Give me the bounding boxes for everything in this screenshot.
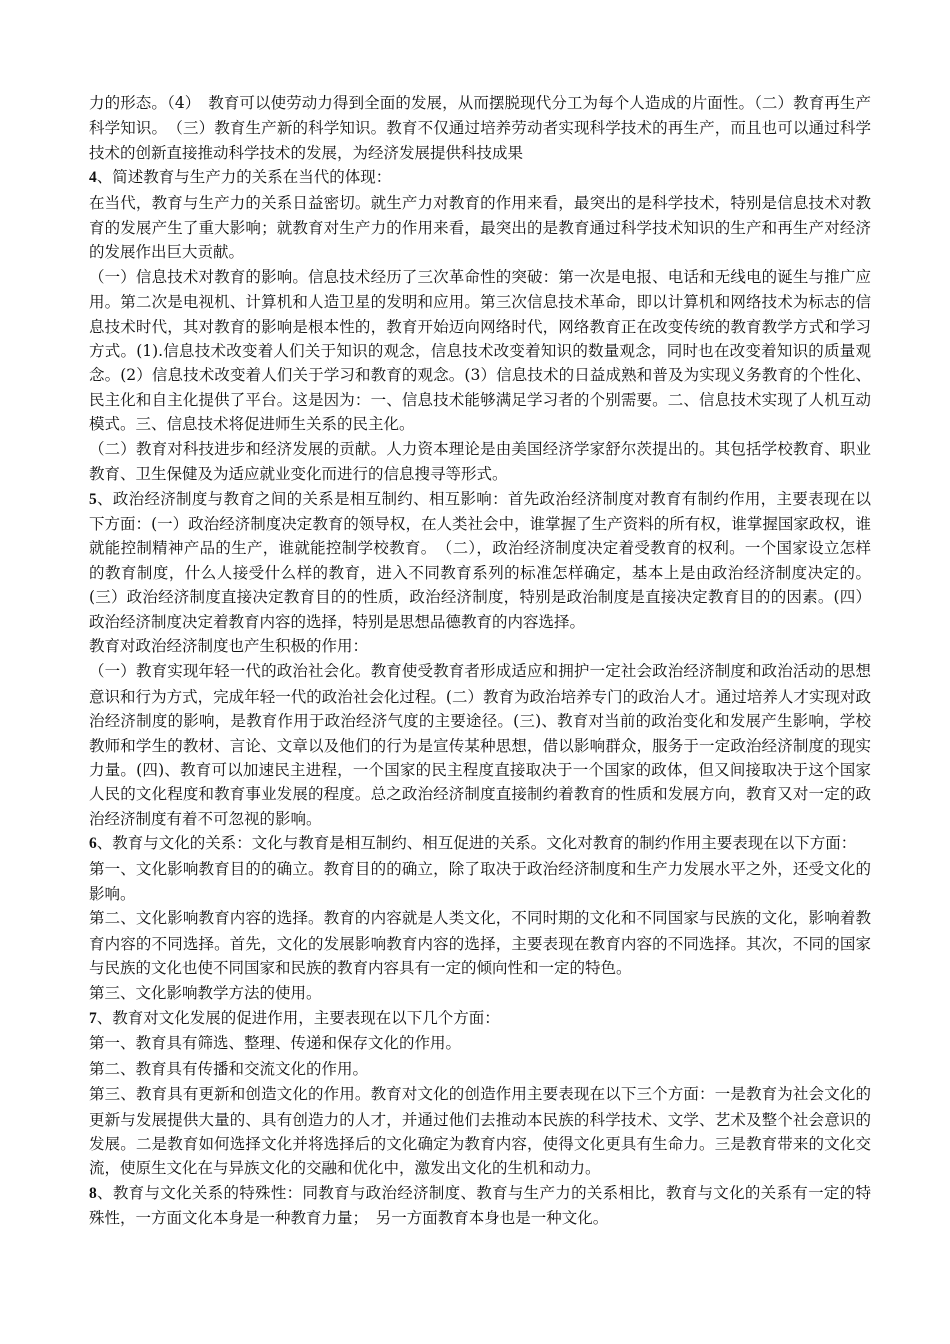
paragraph [89,1181,871,1231]
paragraph-text: （一）教育实现年轻一代的政治社会化。教育使受教育者形成适应和拥护一定社会政治经济制度和政治活动的思想意识和行为方式，完成年轻一代的政治社会化过程。(二）教育为政治培养专门的政治人才。通过培养人才实现对政治经济制度的影响，是教育作用于政治经济气度的主要途径。(三)、教育对当前的政治变化和发展产生影响，学校教师和学生的教材、言论、文章以及他们的行为是宣传某种思想，借以影响群众，服务于一定政治经济制度的现实力量。(四)、教育可以加速民主进程，一个国家的民主程度直接取决于一个国家的政体，但又间接取决于这个国家人民的文化程度和教育事业发展的程度。总之政治经济制度直接制约着教育的性质和发展方向，教育又对一定的政治经济制度有着不可忽视的影响。 [89,662,871,828]
paragraph [89,906,871,980]
paragraph-text: （二）教育对科技进步和经济发展的贡献。人力资本理论是由美国经济学家舒尔茨提出的。其包括学校教育、职业教育、卫生保健及为适应就业变化而进行的信息搜寻等形式。 [89,439,871,484]
paragraph [89,265,871,437]
paragraph [89,1057,871,1082]
paragraph [89,91,871,165]
paragraph [89,634,871,659]
paragraph [89,191,871,265]
paragraph-text: 教育对政治经济制度也产生积极的作用： [89,636,369,655]
paragraph-text: 第一、文化影响教育目的的确立。教育目的的确立，除了取决于政治经济制度和生产力发展水平之外，还受文化的影响。 [89,859,871,903]
paragraph-text: 第二、教育具有传播和交流文化的作用。 [89,1059,369,1078]
paragraph [89,981,871,1006]
paragraph-text: 第二、文化影响教育内容的选择。教育的内容就是人类文化，不同时期的文化和不同国家与民族的文化，影响着教育内容的不同选择。首先，文化的发展影响教育内容的选择，主要表现在教育内容的不同选择。其次，不同的国家与民族的文化也使不同国家和民族的教育内容具有一定的倾向性和一定的特色。 [89,909,871,978]
paragraph [89,659,871,831]
paragraph-text: 第三、文化影响教学方法的使用。 [89,983,322,1002]
paragraph-text: 在当代，教育与生产力的关系日益密切。就生产力对教育的作用来看，最突出的是科学技术，特别是信息技术对教育的发展产生了重大影响；就教育对生产力的作用来看，最突出的是教育通过科学技术知识的生产和再生产对经济的发展作出巨大贡献。 [89,193,871,262]
paragraph [89,1031,871,1056]
paragraph-text: 、政治经济制度与教育之间的关系是相互制约、相互影响：首先政治经济制度对教育有制约作用，主要表现在以下方面：(一）政治经济制度决定教育的领导权，在人类社会中，谁掌握了生产资料的所有权，谁掌握国家政权，谁就能控制精神产品的生产，谁就能控制学校教育。 （二），政治经济制度决定着受教育的权利。一个国家设立怎样的教育制度，什么人接受什么样的教育，进入不同教育系列的标准怎样确定，基本上是由政治经济制度决定的。(三）政治经济制度直接决定教育目的的性质，政治经济制度，特别是政治制度是直接决定教育目的的因素。(四）政治经济制度决定着教育内容的选择，特别是思想品德教育的内容选择。 [89,489,871,631]
paragraph-text: 、简述教育与生产力的关系在当代的体现： [96,168,392,187]
paragraph-text: （一）信息技术对教育的影响。信息技术经历了三次革命性的突破：第一次是电报、电话和无线电的诞生与推广应用。第二次是电视机、计算机和人造卫星的发明和应用。第三次信息技术革命，即以计算机和网络技术为标志的信息技术时代，其对教育的影响是根本性的，教育开始迈向网络时代，网络教育正在改变传统的教育教学方式和学习方式。(1).信息技术改变着人们关于知识的观念，信息技术改变着知识的数量观念，同时也在改变着知识的质量观念。(2）信息技术改变着人们关于学习和教育的观念。(3）信息技术的日益成熟和普及为实现义务教育的个性化、民主化和自主化提供了平台。这是因为：一、信息技术能够满足学习者的个别需要。二、信息技术实现了人机互动模式。三、信息技术将促进师生关系的民主化。 [89,267,871,434]
item-number: 4 [89,169,97,187]
paragraph-text: 、教育与文化关系的特殊性：同教育与政治经济制度、教育与生产力的关系相比，教育与文化的关系有一定的特殊性，一方面文化本身是一种教育力量； 另一方面教育本身也是一种文化。 [89,1183,871,1228]
item-number: 5 [89,490,97,508]
paragraph [89,487,871,634]
document-page [89,91,871,1231]
item-number: 8 [89,1184,97,1202]
paragraph [89,1006,871,1031]
paragraph-text: 第一、教育具有筛选、整理、传递和保存文化的作用。 [89,1034,462,1053]
paragraph-text: 第三、教育具有更新和创造文化的作用。教育对文化的创造作用主要表现在以下三个方面：一是教育为社会文化的更新与发展提供大量的、具有创造力的人才，并通过他们去推动本民族的科学技术、文学、艺术及整个社会意识的发展。二是教育如何选择文化并将选择后的文化确定为教育内容，使得文化更具有生命力。三是教育带来的文化交流，使原生文化在与异族文化的交融和优化中，激发出文化的生机和动力。 [89,1085,871,1178]
paragraph [89,1082,871,1181]
paragraph-text: 、教育对文化发展的促进作用，主要表现在以下几个方面： [96,1009,500,1028]
paragraph [89,437,871,487]
paragraph-text: 力的形态。（4） 教育可以使劳动力得到全面的发展，从而摆脱现代分工为每个人造成的片面性。（二）教育再生产科学知识。 （三）教育生产新的科学知识。教育不仅通过培养劳动者实现科学技术的再生产，而且也可以通过科学技术的创新直接推动科学技术的发展，为经济发展提供科技成果 [89,94,871,162]
item-number: 7 [89,1010,97,1028]
paragraph-text: 、教育与文化的关系：文化与教育是相互制约、相互促进的关系。文化对教育的制约作用主要表现在以下方面： [96,834,857,853]
item-number: 6 [89,835,97,853]
paragraph [89,165,871,190]
paragraph [89,831,871,856]
paragraph [89,857,871,907]
